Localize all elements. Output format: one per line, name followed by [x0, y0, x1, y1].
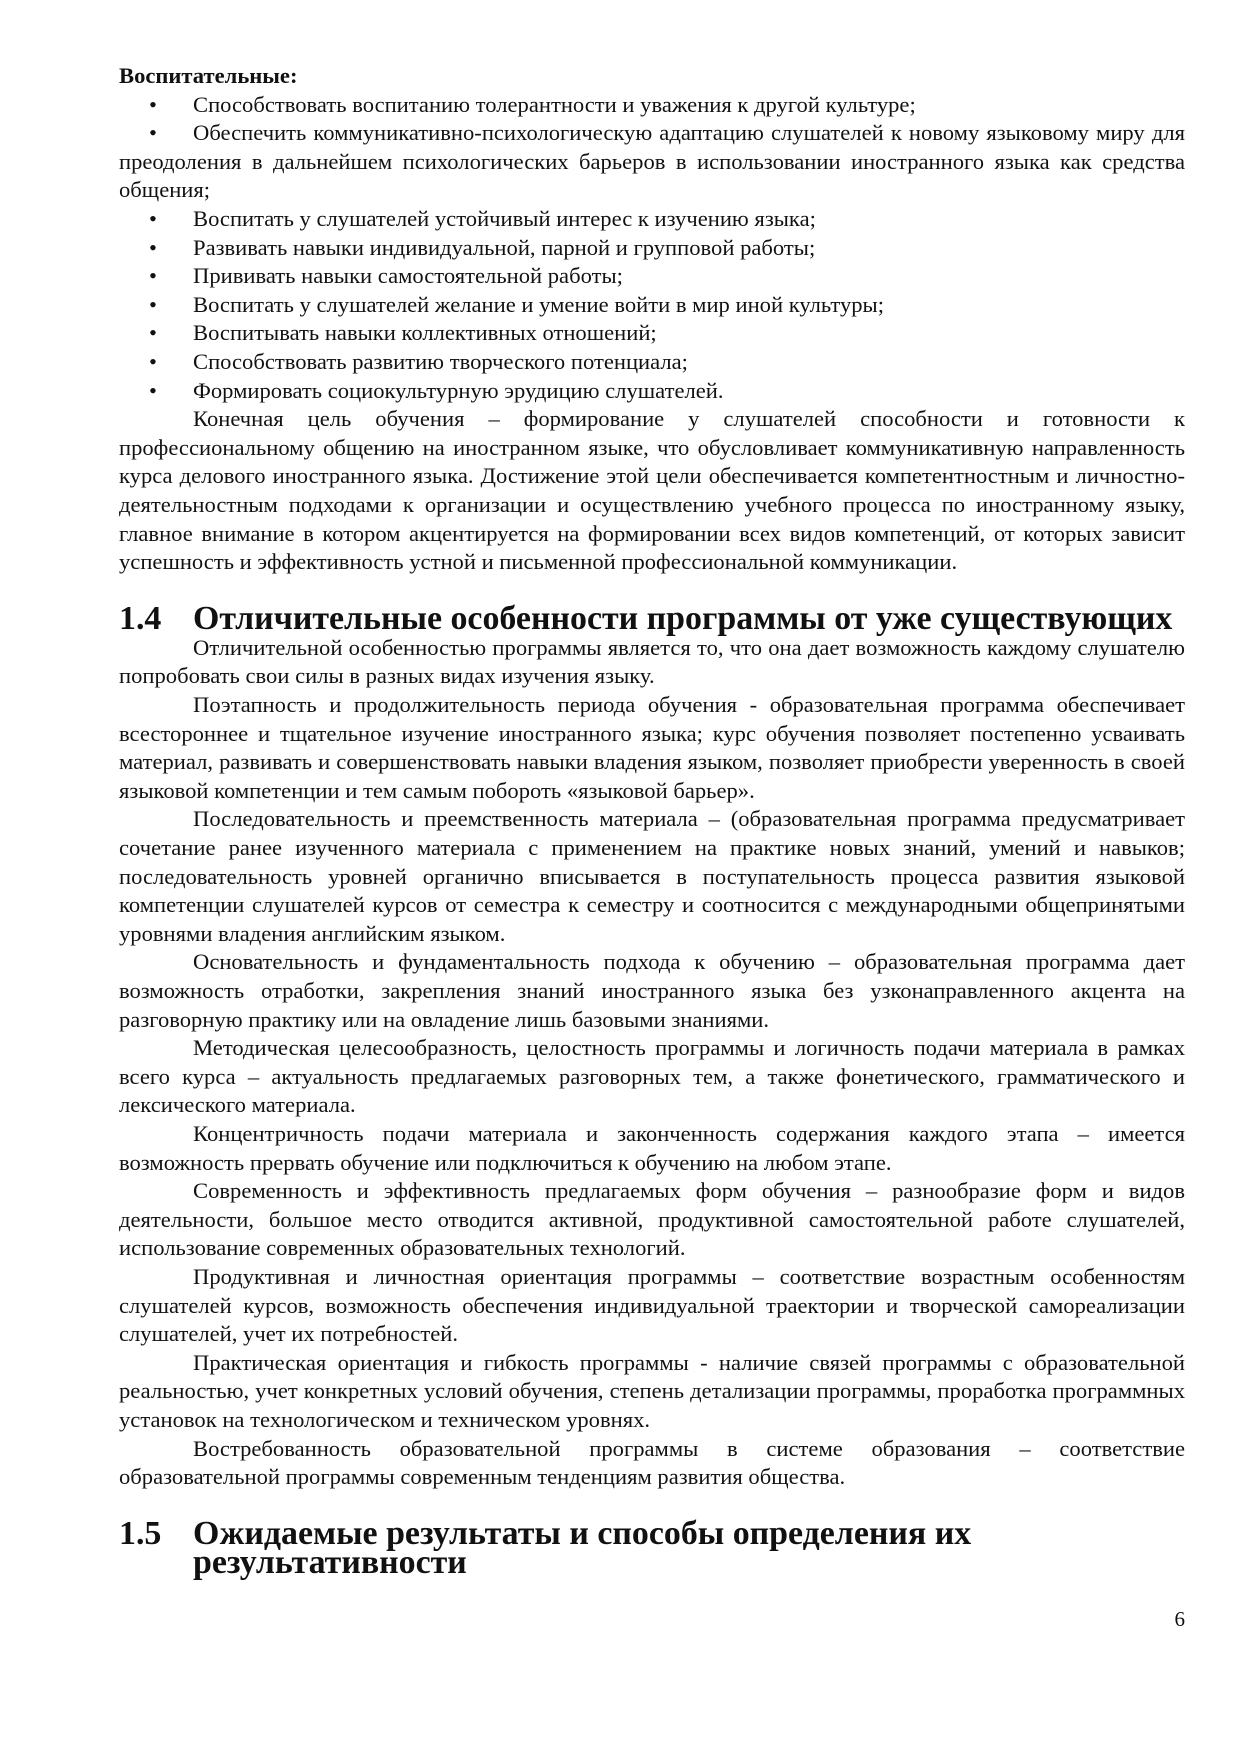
list-item: • Формировать социокультурную эрудицию слушателей.	[119, 377, 1185, 406]
list-item: • Способствовать развитию творческого потенциала;	[119, 348, 1185, 377]
list-item: • Воспитывать навыки коллективных отношений;	[119, 319, 1185, 348]
paragraph: Современность и эффективность предлагаемых форм обучения – разнообразие форм и видов деятельности, большое место отводится активной, продуктивной самостоятельной работе слушателей, использование современных образовательных технологий.	[119, 1178, 1185, 1261]
list-item: • Обеспечить коммуникативно-психологическую адаптацию слушателей к новому языковому миру для преодоления в дальнейшем психологических барьеров в использовании иностранного языка как средства общения;	[119, 119, 1185, 205]
paragraph: Последовательность и преемственность материала – (образовательная программа предусматривает сочетание ранее изученного материала с применением на практике новых знаний, умений и навыков; последовательность уровней органично вписывается в поступательность процесса развития языковой компетенции слушателей курсов от семестра к семестру и соотносится с международными общепринятыми уровнями владения английским языком.	[119, 806, 1185, 946]
list-item: • Прививать навыки самостоятельной работы;	[119, 262, 1185, 291]
upbringing-list	[119, 91, 1185, 406]
upbringing-title: Воспитательные:	[119, 63, 298, 88]
list-item: • Воспитать у слушателей устойчивый интерес к изучению языка;	[119, 205, 1185, 234]
paragraph: Методическая целесообразность, целостность программы и логичность подачи материала в рамках всего курса – актуальность предлагаемых разговорных тем, а также фонетического, грамматического и лексического материала.	[119, 1035, 1185, 1118]
section-number: 1.4	[119, 600, 162, 638]
section-number: 1.5	[119, 1515, 162, 1553]
page-content	[119, 62, 1185, 1581]
section-heading-1-4	[119, 600, 1185, 638]
paragraph: Востребованность образовательной программы в системе образования – соответствие образовательной программы современным тенденциям развития общества.	[119, 1435, 1185, 1490]
paragraph: Отличительной особенностью программы является то, что она дает возможность каждому слушателю попробовать свои силы в разных видах изучения языку.	[119, 634, 1185, 689]
page-number: 6	[1174, 1607, 1185, 1631]
list-item: • Способствовать воспитанию толерантности и уважения к другой культуре;	[119, 91, 1185, 120]
list-item: • Развивать навыки индивидуальной, парной и групповой работы;	[119, 234, 1185, 263]
paragraph: Поэтапность и продолжительность периода обучения - образовательная программа обеспечивает всестороннее и тщательное изучение иностранного языка; курс обучения позволяет постепенно усваивать материал, развивать и совершенствовать навыки владения языком, позволяет приобрести уверенность в своей языковой компетенции и тем самым побороть «языковой барьер».	[119, 692, 1185, 803]
section-title: Ожидаемые результаты и способы определения их результативности	[193, 1515, 972, 1581]
list-item: • Воспитать у слушателей желание и умение войти в мир иной культуры;	[119, 291, 1185, 320]
paragraph: Основательность и фундаментальность подхода к обучению – образовательная программа дает возможность отработки, закрепления знаний иностранного языка без узконаправленного акцента на разговорную практику или на овладение лишь базовыми знаниями.	[119, 949, 1185, 1032]
final-goal-paragraph: Конечная цель обучения – формирование у слушателей способности и готовности к профессиональному общению на иностранном языке, что обусловливает коммуникативную направленность курса делового иностранного языка. Достижение этой цели обеспечивается компетентностным и личностно-деятельностным подходами к организации и осуществлению учебного процесса по иностранному языку, главное внимание в котором акцентируется на формировании всех видов компетенций, от которых зависит успешность и эффективность устной и письменной профессиональной коммуникации.	[119, 406, 1185, 575]
paragraph: Продуктивная и личностная ориентация программы – соответствие возрастным особенностям слушателей курсов, возможность обеспечения индивидуальной траектории и творческой самореализации слушателей, учет их потребностей.	[119, 1263, 1185, 1347]
section-heading-1-5	[119, 1515, 1185, 1581]
section-title: Отличительные особенности программы от уже существующих	[193, 600, 1173, 638]
paragraph: Концентричность подачи материала и законченность содержания каждого этапа – имеется возможность прервать обучение или подключиться к обучению на любом этапе.	[119, 1120, 1185, 1175]
paragraph: Практическая ориентация и гибкость программы - наличие связей программы с образовательной реальностью, учет конкретных условий обучения, степень детализации программы, проработка программных установок на технологическом и техническом уровнях.	[119, 1349, 1185, 1432]
